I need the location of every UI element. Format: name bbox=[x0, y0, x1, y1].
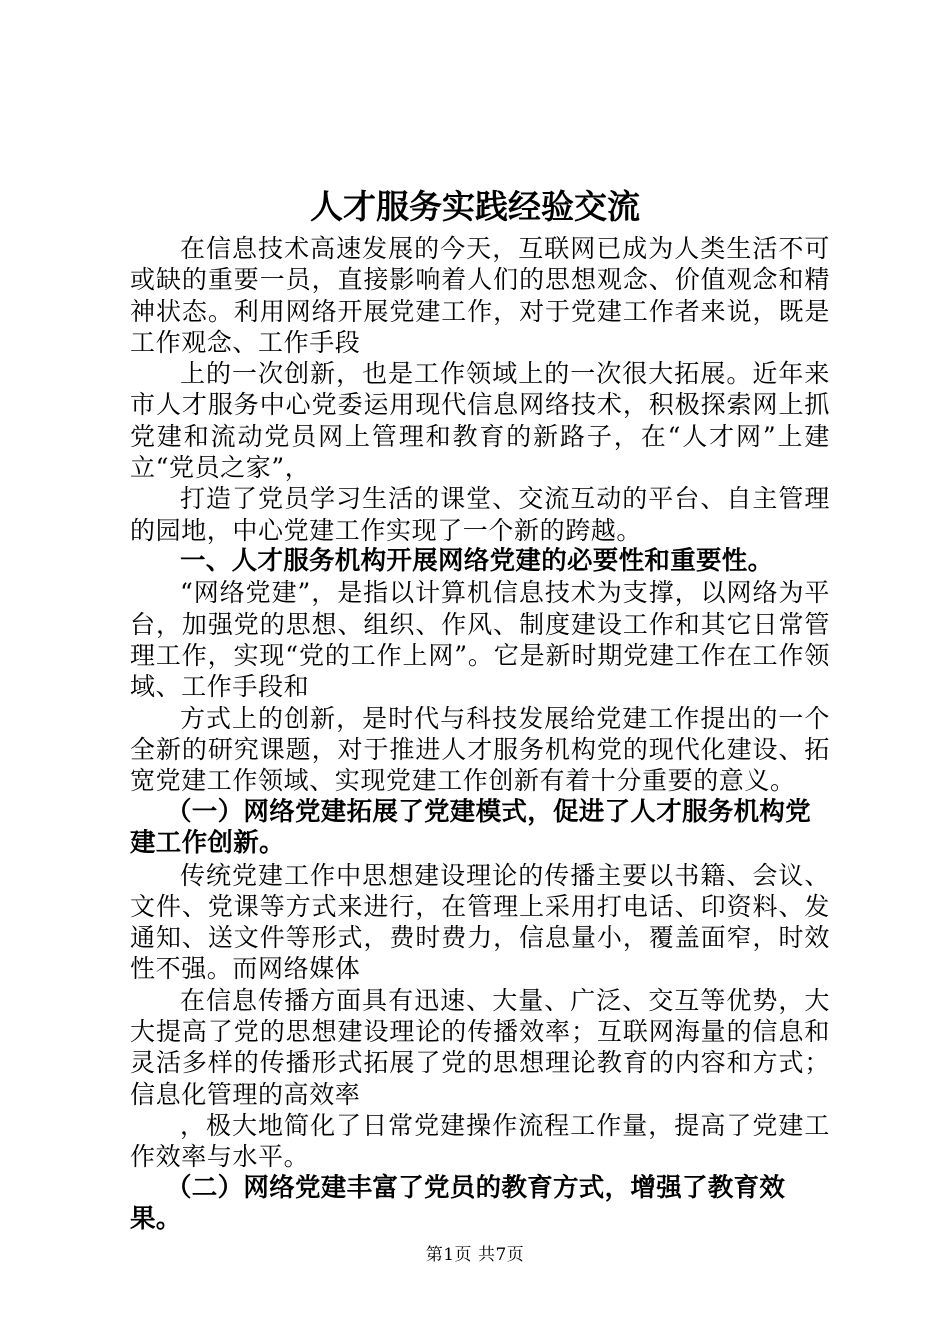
page-footer: 第1页 共7页 bbox=[425, 1245, 525, 1265]
paragraph: 上的一次创新，也是工作领域上的一次很大拓展。近年来市人才服务中心党委运用现代信息网络技术，积极探索网上抓党建和流动党员网上管理和教育的新路子，在“人才网”上建立“党员之家”， bbox=[130, 359, 830, 483]
paragraph: ，极大地简化了日常党建操作流程工作量，提高了党建工作效率与水平。 bbox=[130, 1110, 830, 1172]
paragraph: 在信息技术高速发展的今天，互联网已成为人类生活不可或缺的重要一员，直接影响着人们的思想观念、价值观念和精神状态。利用网络开展党建工作，对于党建工作者来说，既是工作观念、工作手段 bbox=[130, 234, 830, 357]
paragraph: 方式上的创新，是时代与科技发展给党建工作提出的一个全新的研究课题，对于推进人才服务机构党的现代化建设、拓宽党建工作领域、实现党建工作创新有着十分重要的意义。 bbox=[130, 703, 830, 796]
subsection-heading: （二）网络党建丰富了党员的教育方式，增强了教育效果。 bbox=[130, 1172, 786, 1235]
subsection-heading: （一）网络党建拓展了党建模式，促进了人才服务机构党建工作创新。 bbox=[130, 796, 812, 859]
paragraph: 在信息传播方面具有迅速、大量、广泛、交互等优势，大大提高了党的思想建设理论的传播效率；互联网海量的信息和灵活多样的传播形式拓展了党的思想理论教育的内容和方式；信息化管理的高效率 bbox=[130, 985, 830, 1109]
paragraph: “网络党建”，是指以计算机信息技术为支撑，以网络为平台，加强党的思想、组织、作风、制度建设工作和其它日常管理工作，实现“党的工作上网”。它是新时期党建工作在工作领域、工作手段和 bbox=[130, 578, 830, 702]
document-title: 人才服务实践经验交流 bbox=[310, 187, 640, 226]
paragraph: 传统党建工作中思想建设理论的传播主要以书籍、会议、文件、党课等方式来进行，在管理上采用打电话、印资料、发通知、送文件等形式，费时费力，信息量小，覆盖面窄，时效性不强。而网络媒体 bbox=[130, 860, 830, 984]
section-heading: 一、人才服务机构开展网络党建的必要性和重要性。 bbox=[180, 545, 774, 576]
document-body bbox=[130, 233, 830, 1236]
paragraph: 打造了党员学习生活的课堂、交流互动的平台、自主管理的园地，中心党建工作实现了一个新的跨越。 bbox=[130, 484, 830, 545]
